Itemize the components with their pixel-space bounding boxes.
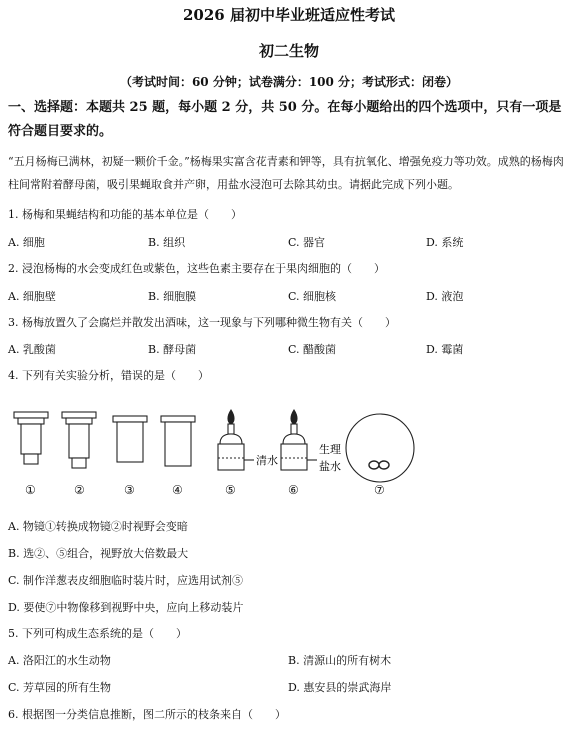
q2-option-a: A. 细胞壁 [8, 290, 56, 303]
question-3-stem: 3. 杨梅放置久了会腐烂并散发出酒味，这一现象与下列哪种微生物有关（ ） [8, 316, 396, 329]
dropper-bottle-saline [281, 410, 317, 470]
eyepiece-4 [161, 416, 195, 466]
q2-option-b: B. 细胞膜 [148, 290, 197, 303]
question-4-stem: 4. 下列有关实验分析，错误的是（ ） [8, 369, 209, 382]
figure-number-3: ③ [124, 483, 135, 497]
question-1-stem: 1. 杨梅和果蝇结构和功能的基本单位是（ ） [8, 208, 242, 221]
question-2-stem: 2. 浸泡杨梅的水会变成红色或紫色，这些色素主要存在于果肉细胞的（ ） [8, 262, 385, 275]
eyepiece-3 [113, 416, 147, 462]
figure-number-7: ⑦ [374, 483, 385, 497]
objective-lens-1 [14, 412, 48, 464]
q2-option-d: D. 液泡 [426, 290, 464, 303]
q4-option-a: A. 物镜①转换成物镜②时视野会变暗 [8, 520, 188, 533]
exam-title: 2026 届初中毕业班适应性考试 [183, 6, 395, 24]
section-heading: 一、选择题：本题共 25 题，每小题 2 分，共 50 分。在每小题给出的四个选项中，只有一项是符合题目要求的。 [8, 100, 562, 139]
q3-option-d: D. 霉菌 [426, 343, 464, 356]
figure-number-6: ⑥ [288, 483, 299, 497]
dropper-bottle-water [218, 410, 254, 470]
figure-number-2: ② [74, 483, 85, 497]
microscope-view [346, 414, 414, 482]
experiment-figure [8, 408, 428, 500]
q4-option-c: C. 制作洋葱表皮细胞临时装片时，应选用试剂⑤ [8, 574, 244, 587]
exam-info: （考试时间：60 分钟；试卷满分：100 分；考试形式：闭卷） [119, 75, 459, 89]
intro-passage: “五月杨梅已满林，初疑一颗价千金。”杨梅果实富含花青素和钾等，具有抗氧化、增强免疫力等功效。成熟的杨梅肉柱间常附着酵母菌，吸引果蝇取食并产卵，用盐水浸泡可去除其幼虫。请据此完成下列小题。 [8, 155, 564, 191]
question-6-stem: 6. 根据图一分类信息推断，图二所示的枝条来自（ ） [8, 708, 286, 721]
q3-option-b: B. 酵母菌 [148, 343, 197, 356]
label-water: 清水 [256, 454, 278, 467]
q3-option-c: C. 醋酸菌 [288, 343, 337, 356]
q1-option-c: C. 器官 [288, 236, 326, 249]
q2-option-c: C. 细胞核 [288, 290, 337, 303]
q1-option-b: B. 组织 [148, 236, 186, 249]
label-saline-line1: 生理 [319, 443, 341, 456]
q4-option-b: B. 选②、⑤组合，视野放大倍数最大 [8, 547, 189, 560]
q5-option-a: A. 洛阳江的水生动物 [8, 654, 111, 667]
figure-number-1: ① [25, 483, 36, 497]
q1-option-a: A. 细胞 [8, 236, 45, 249]
exam-subject: 初二生物 [258, 42, 319, 60]
q1-option-d: D. 系统 [426, 236, 464, 249]
label-saline-line2: 盐水 [319, 460, 341, 473]
q4-option-d: D. 要使⑦中物像移到视野中央，应向上移动装片 [8, 601, 244, 614]
figure-number-5: ⑤ [225, 483, 236, 497]
figure-number-4: ④ [172, 483, 183, 497]
question-5-stem: 5. 下列可构成生态系统的是（ ） [8, 627, 187, 640]
q3-option-a: A. 乳酸菌 [8, 343, 56, 356]
objective-lens-2 [62, 412, 96, 468]
q5-option-d: D. 惠安县的崇武海岸 [288, 681, 392, 694]
q5-option-c: C. 芳草园的所有生物 [8, 681, 112, 694]
q5-option-b: B. 清源山的所有树木 [288, 654, 392, 667]
